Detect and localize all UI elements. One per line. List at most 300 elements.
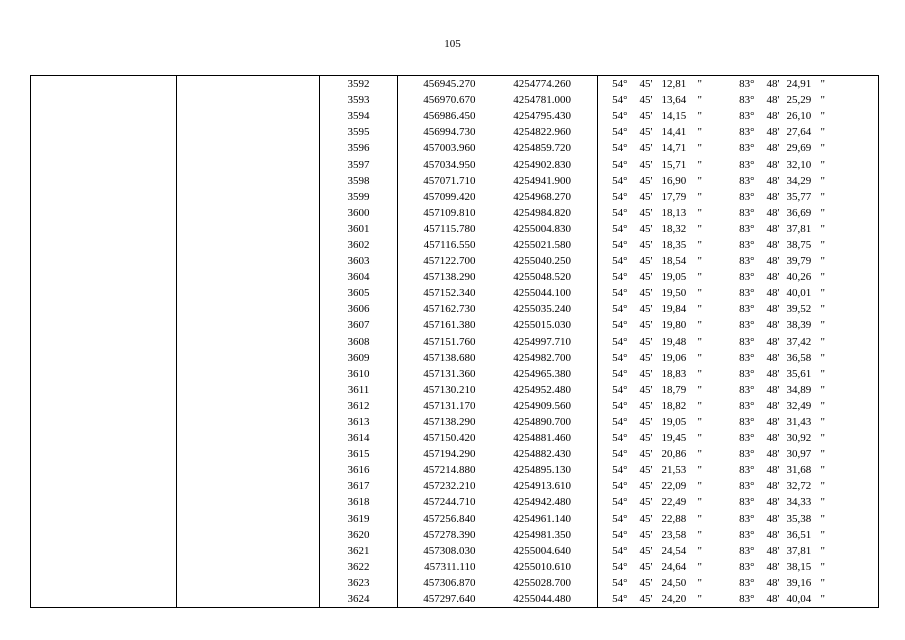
longitude-seconds-mark: " bbox=[821, 366, 879, 382]
latitude-minutes: 45' bbox=[639, 496, 653, 509]
longitude-degrees: 83° bbox=[739, 576, 755, 589]
longitude-minutes: 48' bbox=[759, 591, 783, 608]
blank-cell bbox=[31, 382, 177, 398]
longitude-seconds-mark: " bbox=[821, 269, 879, 285]
y-coordinate: 4254952.480 bbox=[488, 382, 598, 398]
table-row bbox=[31, 76, 879, 93]
longitude-minutes: 48' bbox=[766, 238, 780, 251]
longitude-minutes: 48' bbox=[766, 448, 780, 461]
longitude-minutes: 48' bbox=[766, 432, 780, 445]
point-number: 3612 bbox=[320, 398, 398, 414]
latitude-seconds: 19,05 bbox=[661, 271, 687, 284]
longitude-minutes: 48' bbox=[766, 560, 780, 573]
x-coordinate: 456945.270 bbox=[398, 76, 488, 93]
y-coordinate: 4254882.430 bbox=[488, 446, 598, 462]
longitude-degrees: 83° bbox=[739, 416, 755, 429]
longitude-degrees: 83° bbox=[739, 351, 755, 364]
blank-cell bbox=[31, 269, 177, 285]
table-row bbox=[31, 124, 879, 140]
latitude-minutes: 45' bbox=[639, 480, 653, 493]
table-row bbox=[31, 398, 879, 414]
blank-cell bbox=[31, 253, 177, 269]
latitude-degrees: 54° bbox=[612, 560, 628, 573]
y-coordinate: 4255035.240 bbox=[488, 301, 598, 317]
table-row bbox=[31, 92, 879, 108]
longitude-degrees: 83° bbox=[739, 126, 755, 139]
longitude-minutes: 48' bbox=[766, 142, 780, 155]
y-coordinate: 4254961.140 bbox=[488, 511, 598, 527]
point-number: 3603 bbox=[320, 253, 398, 269]
table-row bbox=[31, 237, 879, 253]
longitude-degrees: 83° bbox=[739, 255, 755, 268]
latitude-seconds: 23,58 bbox=[661, 528, 687, 541]
longitude-seconds: 38,75 bbox=[786, 238, 812, 251]
longitude-seconds-mark: " bbox=[821, 301, 879, 317]
longitude-seconds: 36,51 bbox=[786, 528, 812, 541]
longitude-seconds-mark: " bbox=[821, 446, 879, 462]
longitude-minutes: 48' bbox=[766, 367, 780, 380]
point-number: 3614 bbox=[320, 430, 398, 446]
longitude-seconds: 32,10 bbox=[786, 158, 812, 171]
blank-cell bbox=[31, 559, 177, 575]
latitude-degrees: 54° bbox=[612, 238, 628, 251]
longitude-seconds: 35,77 bbox=[786, 190, 812, 203]
longitude-seconds: 37,81 bbox=[786, 222, 812, 235]
blank-cell bbox=[177, 527, 320, 543]
table-row bbox=[31, 414, 879, 430]
latitude-seconds: 19,48 bbox=[661, 335, 687, 348]
longitude-seconds-mark: " bbox=[821, 543, 879, 559]
table-row bbox=[31, 350, 879, 366]
point-number: 3594 bbox=[320, 108, 398, 124]
table-row bbox=[31, 285, 879, 301]
longitude-minutes: 48' bbox=[766, 496, 780, 509]
latitude-seconds-mark: " bbox=[697, 576, 702, 589]
longitude-degrees: 83° bbox=[739, 528, 755, 541]
blank-cell bbox=[31, 366, 177, 382]
table-row bbox=[31, 173, 879, 189]
longitude-minutes: 48' bbox=[766, 255, 780, 268]
y-coordinate: 4254859.720 bbox=[488, 140, 598, 156]
blank-cell bbox=[31, 511, 177, 527]
y-coordinate: 4254981.350 bbox=[488, 527, 598, 543]
y-coordinate: 4254795.430 bbox=[488, 108, 598, 124]
latitude-minutes: 45' bbox=[639, 142, 653, 155]
y-coordinate: 4254774.260 bbox=[488, 76, 598, 93]
point-number: 3618 bbox=[320, 494, 398, 510]
longitude-seconds-mark: " bbox=[821, 76, 879, 93]
longitude-seconds: 38,39 bbox=[786, 319, 812, 332]
point-number: 3604 bbox=[320, 269, 398, 285]
x-coordinate: 457232.210 bbox=[423, 480, 476, 493]
latitude-degrees: 54° bbox=[612, 174, 628, 187]
blank-cell bbox=[177, 156, 320, 172]
latitude-seconds: 14,41 bbox=[661, 126, 687, 139]
x-coordinate: 457034.950 bbox=[423, 158, 476, 171]
blank-cell bbox=[31, 317, 177, 333]
longitude-degrees: 83° bbox=[739, 480, 755, 493]
blank-cell bbox=[31, 156, 177, 172]
table-row bbox=[31, 189, 879, 205]
latitude-seconds-mark: " bbox=[697, 367, 702, 380]
longitude-minutes: 48' bbox=[766, 351, 780, 364]
latitude-seconds-mark: " bbox=[697, 287, 702, 300]
table-row bbox=[31, 462, 879, 478]
longitude-degrees: 83° bbox=[739, 142, 755, 155]
latitude-seconds-mark: " bbox=[697, 544, 702, 557]
x-coordinate: 457122.700 bbox=[423, 255, 476, 268]
blank-cell bbox=[31, 221, 177, 237]
page-number: 105 bbox=[444, 38, 461, 50]
longitude-seconds-mark: " bbox=[821, 156, 879, 172]
blank-cell bbox=[177, 173, 320, 189]
longitude-seconds-mark: " bbox=[821, 317, 879, 333]
blank-cell bbox=[177, 269, 320, 285]
latitude-seconds-mark: " bbox=[697, 528, 702, 541]
longitude-minutes: 48' bbox=[759, 76, 783, 93]
point-number: 3596 bbox=[320, 140, 398, 156]
blank-cell bbox=[177, 140, 320, 156]
coordinates-table bbox=[30, 75, 879, 608]
longitude-minutes: 48' bbox=[766, 271, 780, 284]
longitude-seconds-mark: " bbox=[821, 173, 879, 189]
latitude-minutes: 45' bbox=[639, 110, 653, 123]
y-coordinate: 4255048.520 bbox=[488, 269, 598, 285]
x-coordinate: 457244.710 bbox=[423, 496, 476, 509]
longitude-seconds-mark: " bbox=[821, 92, 879, 108]
blank-cell bbox=[177, 494, 320, 510]
latitude-seconds: 18,32 bbox=[661, 222, 687, 235]
longitude-degrees: 83° bbox=[739, 399, 755, 412]
latitude-degrees: 54° bbox=[612, 287, 628, 300]
latitude-seconds-mark: " bbox=[697, 319, 702, 332]
latitude-seconds: 18,35 bbox=[661, 238, 687, 251]
latitude-seconds-mark: " bbox=[697, 335, 702, 348]
latitude-minutes: 45' bbox=[639, 238, 653, 251]
y-coordinate: 4255015.030 bbox=[488, 317, 598, 333]
table-row bbox=[31, 430, 879, 446]
table-row bbox=[31, 446, 879, 462]
latitude-seconds-mark: " bbox=[697, 448, 702, 461]
latitude-seconds-mark: " bbox=[697, 560, 702, 573]
longitude-seconds: 40,26 bbox=[786, 271, 812, 284]
longitude-minutes: 48' bbox=[766, 576, 780, 589]
latitude-degrees: 54° bbox=[612, 319, 628, 332]
longitude-seconds: 35,38 bbox=[786, 512, 812, 525]
point-number: 3607 bbox=[320, 317, 398, 333]
longitude-seconds-mark: " bbox=[821, 237, 879, 253]
latitude-degrees: 54° bbox=[612, 432, 628, 445]
longitude-degrees: 83° bbox=[739, 222, 755, 235]
x-coordinate: 457131.360 bbox=[423, 367, 476, 380]
blank-cell bbox=[177, 446, 320, 462]
longitude-seconds: 37,81 bbox=[786, 544, 812, 557]
latitude-seconds: 16,90 bbox=[661, 174, 687, 187]
longitude-seconds-mark: " bbox=[821, 591, 879, 608]
x-coordinate: 457099.420 bbox=[423, 190, 476, 203]
longitude-minutes: 48' bbox=[766, 544, 780, 557]
blank-cell bbox=[177, 76, 320, 93]
point-number: 3621 bbox=[320, 543, 398, 559]
longitude-degrees: 83° bbox=[739, 206, 755, 219]
latitude-minutes: 45' bbox=[639, 158, 653, 171]
blank-cell bbox=[31, 92, 177, 108]
blank-cell bbox=[31, 108, 177, 124]
blank-cell bbox=[177, 398, 320, 414]
table-row bbox=[31, 269, 879, 285]
longitude-minutes: 48' bbox=[766, 528, 780, 541]
blank-cell bbox=[31, 430, 177, 446]
longitude-degrees: 83° bbox=[739, 190, 755, 203]
latitude-minutes: 45' bbox=[639, 512, 653, 525]
latitude-minutes: 45' bbox=[639, 464, 653, 477]
latitude-minutes: 45' bbox=[632, 591, 658, 608]
y-coordinate: 4255044.100 bbox=[488, 285, 598, 301]
longitude-seconds: 32,72 bbox=[786, 480, 812, 493]
latitude-minutes: 45' bbox=[639, 416, 653, 429]
latitude-degrees: 54° bbox=[612, 158, 628, 171]
latitude-seconds-mark: " bbox=[697, 190, 702, 203]
longitude-seconds-mark: " bbox=[821, 430, 879, 446]
latitude-degrees: 54° bbox=[612, 126, 628, 139]
latitude-minutes: 45' bbox=[639, 528, 653, 541]
latitude-minutes: 45' bbox=[639, 94, 653, 107]
point-number: 3598 bbox=[320, 173, 398, 189]
longitude-minutes: 48' bbox=[766, 383, 780, 396]
longitude-seconds-mark: " bbox=[821, 124, 879, 140]
longitude-seconds-mark: " bbox=[821, 205, 879, 221]
latitude-seconds-mark: " bbox=[697, 255, 702, 268]
table-row bbox=[31, 575, 879, 591]
point-number: 3597 bbox=[320, 156, 398, 172]
longitude-degrees: 83° bbox=[739, 512, 755, 525]
longitude-seconds-mark: " bbox=[821, 350, 879, 366]
latitude-degrees: 54° bbox=[598, 591, 632, 608]
latitude-minutes: 45' bbox=[639, 544, 653, 557]
y-coordinate: 4254941.900 bbox=[488, 173, 598, 189]
latitude-seconds: 18,82 bbox=[661, 399, 687, 412]
latitude-minutes: 45' bbox=[639, 255, 653, 268]
latitude-seconds: 22,09 bbox=[661, 480, 687, 493]
x-coordinate: 457152.340 bbox=[423, 287, 476, 300]
longitude-seconds: 34,33 bbox=[786, 496, 812, 509]
latitude-seconds: 18,54 bbox=[661, 255, 687, 268]
latitude-seconds: 24,54 bbox=[661, 544, 687, 557]
latitude-degrees: 54° bbox=[612, 351, 628, 364]
table-row bbox=[31, 108, 879, 124]
longitude-minutes: 48' bbox=[766, 94, 780, 107]
latitude-minutes: 45' bbox=[639, 560, 653, 573]
latitude-minutes: 45' bbox=[639, 367, 653, 380]
blank-cell bbox=[31, 398, 177, 414]
latitude-seconds: 20,86 bbox=[661, 448, 687, 461]
point-number: 3595 bbox=[320, 124, 398, 140]
point-number: 3622 bbox=[320, 559, 398, 575]
latitude-degrees: 54° bbox=[612, 367, 628, 380]
blank-cell bbox=[177, 430, 320, 446]
x-coordinate: 457115.780 bbox=[423, 222, 476, 235]
blank-cell bbox=[177, 382, 320, 398]
latitude-degrees: 54° bbox=[612, 271, 628, 284]
y-coordinate: 4255010.610 bbox=[488, 559, 598, 575]
table-row bbox=[31, 478, 879, 494]
y-coordinate: 4254997.710 bbox=[488, 334, 598, 350]
y-coordinate: 4255004.830 bbox=[488, 221, 598, 237]
y-coordinate: 4254909.560 bbox=[488, 398, 598, 414]
latitude-seconds: 21,53 bbox=[661, 464, 687, 477]
longitude-degrees: 83° bbox=[739, 544, 755, 557]
longitude-degrees: 83° bbox=[739, 174, 755, 187]
y-coordinate: 4254965.380 bbox=[488, 366, 598, 382]
longitude-degrees: 83° bbox=[739, 271, 755, 284]
blank-cell bbox=[31, 350, 177, 366]
blank-cell bbox=[177, 221, 320, 237]
blank-cell bbox=[31, 334, 177, 350]
longitude-seconds: 40,04 bbox=[783, 591, 821, 608]
point-number: 3609 bbox=[320, 350, 398, 366]
y-coordinate: 4254822.960 bbox=[488, 124, 598, 140]
latitude-minutes: 45' bbox=[639, 383, 653, 396]
longitude-minutes: 48' bbox=[766, 303, 780, 316]
blank-cell bbox=[31, 543, 177, 559]
latitude-seconds-mark: " bbox=[697, 271, 702, 284]
x-coordinate: 457151.760 bbox=[423, 335, 476, 348]
latitude-seconds-mark: " bbox=[697, 142, 702, 155]
point-number: 3613 bbox=[320, 414, 398, 430]
blank-cell bbox=[31, 205, 177, 221]
blank-cell bbox=[31, 124, 177, 140]
blank-cell bbox=[31, 189, 177, 205]
point-number: 3606 bbox=[320, 301, 398, 317]
latitude-seconds-mark: " bbox=[697, 464, 702, 477]
longitude-seconds-mark: " bbox=[821, 462, 879, 478]
latitude-degrees: 54° bbox=[612, 496, 628, 509]
latitude-degrees: 54° bbox=[612, 303, 628, 316]
latitude-seconds-mark: " bbox=[698, 591, 726, 608]
x-coordinate: 457214.880 bbox=[423, 464, 476, 477]
longitude-seconds: 39,79 bbox=[786, 255, 812, 268]
y-coordinate: 4255004.640 bbox=[488, 543, 598, 559]
latitude-minutes: 45' bbox=[639, 351, 653, 364]
latitude-minutes: 45' bbox=[639, 303, 653, 316]
point-number: 3608 bbox=[320, 334, 398, 350]
table-row bbox=[31, 591, 879, 608]
longitude-seconds-mark: " bbox=[821, 253, 879, 269]
longitude-minutes: 48' bbox=[766, 480, 780, 493]
latitude-seconds: 18,13 bbox=[661, 206, 687, 219]
x-coordinate: 457161.380 bbox=[423, 319, 476, 332]
table-row bbox=[31, 527, 879, 543]
latitude-seconds-mark: " bbox=[697, 222, 702, 235]
longitude-degrees: 83° bbox=[739, 432, 755, 445]
longitude-degrees: 83° bbox=[739, 110, 755, 123]
latitude-seconds: 12,81 bbox=[658, 76, 698, 93]
table-row bbox=[31, 543, 879, 559]
x-coordinate: 457297.640 bbox=[398, 591, 488, 608]
latitude-seconds-mark: " bbox=[697, 480, 702, 493]
longitude-seconds-mark: " bbox=[821, 575, 879, 591]
longitude-minutes: 48' bbox=[766, 287, 780, 300]
latitude-seconds-mark: " bbox=[697, 416, 702, 429]
y-coordinate: 4255021.580 bbox=[488, 237, 598, 253]
latitude-degrees: 54° bbox=[612, 576, 628, 589]
longitude-seconds-mark: " bbox=[821, 414, 879, 430]
latitude-degrees: 54° bbox=[612, 383, 628, 396]
longitude-seconds: 36,69 bbox=[786, 206, 812, 219]
latitude-seconds: 19,80 bbox=[661, 319, 687, 332]
latitude-degrees: 54° bbox=[598, 76, 632, 93]
longitude-seconds-mark: " bbox=[821, 398, 879, 414]
longitude-minutes: 48' bbox=[766, 126, 780, 139]
latitude-degrees: 54° bbox=[612, 142, 628, 155]
x-coordinate: 457130.210 bbox=[423, 383, 476, 396]
blank-cell bbox=[177, 559, 320, 575]
longitude-seconds-mark: " bbox=[821, 382, 879, 398]
longitude-degrees: 83° bbox=[739, 94, 755, 107]
y-coordinate: 4254881.460 bbox=[488, 430, 598, 446]
longitude-seconds: 39,52 bbox=[786, 303, 812, 316]
latitude-minutes: 45' bbox=[639, 319, 653, 332]
blank-cell bbox=[177, 575, 320, 591]
x-coordinate: 457308.030 bbox=[423, 544, 476, 557]
longitude-degrees: 83° bbox=[739, 335, 755, 348]
latitude-seconds-mark: " bbox=[698, 76, 726, 93]
longitude-minutes: 48' bbox=[766, 222, 780, 235]
blank-cell bbox=[31, 173, 177, 189]
latitude-seconds-mark: " bbox=[697, 174, 702, 187]
latitude-minutes: 45' bbox=[639, 335, 653, 348]
latitude-seconds: 13,64 bbox=[661, 94, 687, 107]
longitude-seconds: 40,01 bbox=[786, 287, 812, 300]
y-coordinate: 4254968.270 bbox=[488, 189, 598, 205]
longitude-seconds-mark: " bbox=[821, 527, 879, 543]
longitude-seconds: 30,92 bbox=[786, 432, 812, 445]
blank-cell bbox=[177, 285, 320, 301]
latitude-degrees: 54° bbox=[612, 94, 628, 107]
point-number: 3610 bbox=[320, 366, 398, 382]
longitude-seconds: 35,61 bbox=[786, 367, 812, 380]
blank-cell bbox=[177, 253, 320, 269]
table-row bbox=[31, 140, 879, 156]
latitude-seconds: 19,45 bbox=[661, 432, 687, 445]
latitude-minutes: 45' bbox=[639, 432, 653, 445]
x-coordinate: 457138.680 bbox=[423, 351, 476, 364]
longitude-degrees: 83° bbox=[739, 383, 755, 396]
latitude-seconds-mark: " bbox=[697, 383, 702, 396]
latitude-seconds-mark: " bbox=[697, 303, 702, 316]
table-row bbox=[31, 205, 879, 221]
longitude-minutes: 48' bbox=[766, 174, 780, 187]
latitude-seconds-mark: " bbox=[697, 351, 702, 364]
longitude-degrees: 83° bbox=[739, 464, 755, 477]
blank-cell bbox=[31, 494, 177, 510]
latitude-seconds-mark: " bbox=[697, 512, 702, 525]
longitude-seconds: 31,68 bbox=[786, 464, 812, 477]
y-coordinate: 4254942.480 bbox=[488, 494, 598, 510]
longitude-seconds: 27,64 bbox=[786, 126, 812, 139]
longitude-degrees: 83° bbox=[726, 76, 759, 93]
x-coordinate: 457311.110 bbox=[424, 560, 476, 573]
latitude-minutes: 45' bbox=[639, 576, 653, 589]
longitude-seconds: 24,91 bbox=[783, 76, 821, 93]
point-number: 3620 bbox=[320, 527, 398, 543]
longitude-seconds: 26,10 bbox=[786, 110, 812, 123]
y-coordinate: 4254984.820 bbox=[488, 205, 598, 221]
longitude-minutes: 48' bbox=[766, 190, 780, 203]
longitude-seconds: 34,89 bbox=[786, 383, 812, 396]
longitude-seconds: 25,29 bbox=[786, 94, 812, 107]
latitude-seconds: 22,49 bbox=[661, 496, 687, 509]
